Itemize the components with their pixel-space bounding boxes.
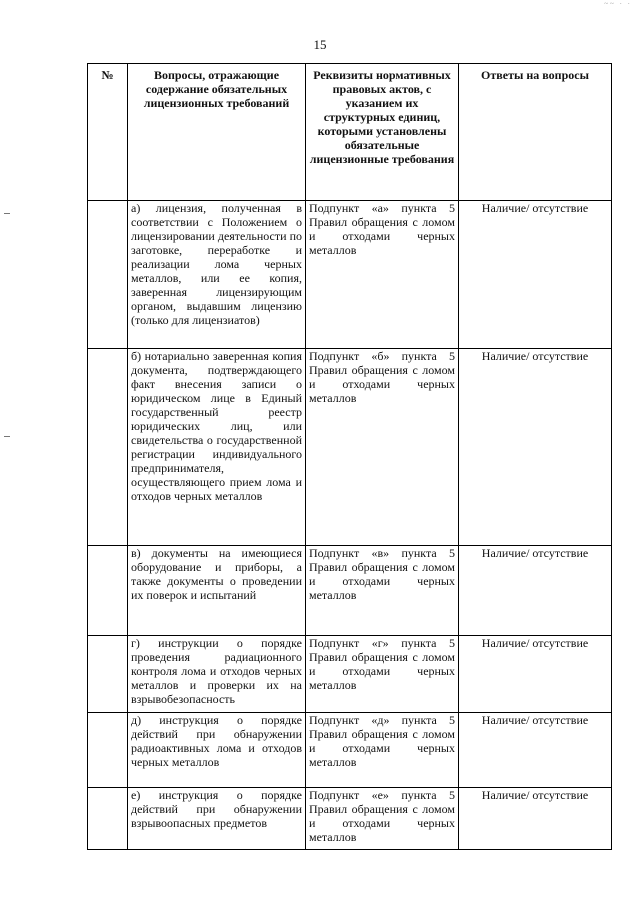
row-number-cell bbox=[88, 713, 128, 788]
requisites-cell: Подпункт «а» пункта 5 Правил обращения с ломом и отходами черных металлов bbox=[306, 201, 459, 349]
table-row bbox=[88, 788, 612, 850]
question-cell: в) документы на имеющиеся оборудование и приборы, а также документы о проведении их поверок и испытаний bbox=[128, 546, 306, 636]
answer-cell: Наличие/ отсутствие bbox=[459, 636, 612, 713]
header-requisites: Реквизиты нормативных правовых актов, с указанием их структурных единиц, которыми установлены обязательные лицензионные требования bbox=[306, 64, 459, 201]
requisites-cell: Подпункт «г» пункта 5 Правил обращения с ломом и отходами черных металлов bbox=[306, 636, 459, 713]
header-questions: Вопросы, отражающие содержание обязательных лицензионных требований bbox=[128, 64, 306, 201]
page-number: 15 bbox=[313, 37, 327, 52]
table-row bbox=[88, 349, 612, 546]
row-number-cell bbox=[88, 636, 128, 713]
requisites-cell: Подпункт «е» пункта 5 Правил обращения с ломом и отходами черных металлов bbox=[306, 788, 459, 850]
header-answers: Ответы на вопросы bbox=[459, 64, 612, 201]
requirements-table bbox=[87, 63, 612, 850]
left-margin-mark bbox=[4, 213, 10, 214]
left-margin-mark bbox=[4, 436, 10, 437]
table-row bbox=[88, 713, 612, 788]
table-row bbox=[88, 201, 612, 349]
question-cell: г) инструкции о порядке проведения радиационного контроля лома и отходов черных металлов и проверки их на взрывобезопасность bbox=[128, 636, 306, 713]
table-header-row bbox=[88, 64, 612, 201]
requisites-cell: Подпункт «в» пункта 5 Правил обращения с ломом и отходами черных металлов bbox=[306, 546, 459, 636]
question-cell: б) нотариально заверенная копия документа, подтверждающего факт внесения записи о юридическом лице в Единый государственный реестр юридических лиц, или свидетельства о государственной регистрации индивидуального предпринимателя, осуществляющего прием лома и отходов черных металлов bbox=[128, 349, 306, 546]
row-number-cell bbox=[88, 546, 128, 636]
row-number-cell bbox=[88, 788, 128, 850]
requisites-cell: Подпункт «б» пункта 5 Правил обращения с ломом и отходами черных металлов bbox=[306, 349, 459, 546]
answer-cell: Наличие/ отсутствие bbox=[459, 201, 612, 349]
corner-scan-marks: ~~ · · bbox=[604, 0, 632, 8]
row-number-cell bbox=[88, 201, 128, 349]
question-cell: д) инструкция о порядке действий при обнаружении радиоактивных лома и отходов черных металлов bbox=[128, 713, 306, 788]
answer-cell: Наличие/ отсутствие bbox=[459, 349, 612, 546]
answer-cell: Наличие/ отсутствие bbox=[459, 546, 612, 636]
question-cell: е) инструкция о порядке действий при обнаружении взрывоопасных предметов bbox=[128, 788, 306, 850]
table-row bbox=[88, 636, 612, 713]
table-row bbox=[88, 546, 612, 636]
question-cell: а) лицензия, полученная в соответствии с Положением о лицензировании деятельности по заготовке, переработке и реализации лома черных металлов, или ее копия, заверенная лицензирующим органом, выдавшим лицензию (только для лицензиатов) bbox=[128, 201, 306, 349]
answer-cell: Наличие/ отсутствие bbox=[459, 788, 612, 850]
requisites-cell: Подпункт «д» пункта 5 Правил обращения с ломом и отходами черных металлов bbox=[306, 713, 459, 788]
answer-cell: Наличие/ отсутствие bbox=[459, 713, 612, 788]
header-number: № bbox=[88, 64, 128, 201]
row-number-cell bbox=[88, 349, 128, 546]
